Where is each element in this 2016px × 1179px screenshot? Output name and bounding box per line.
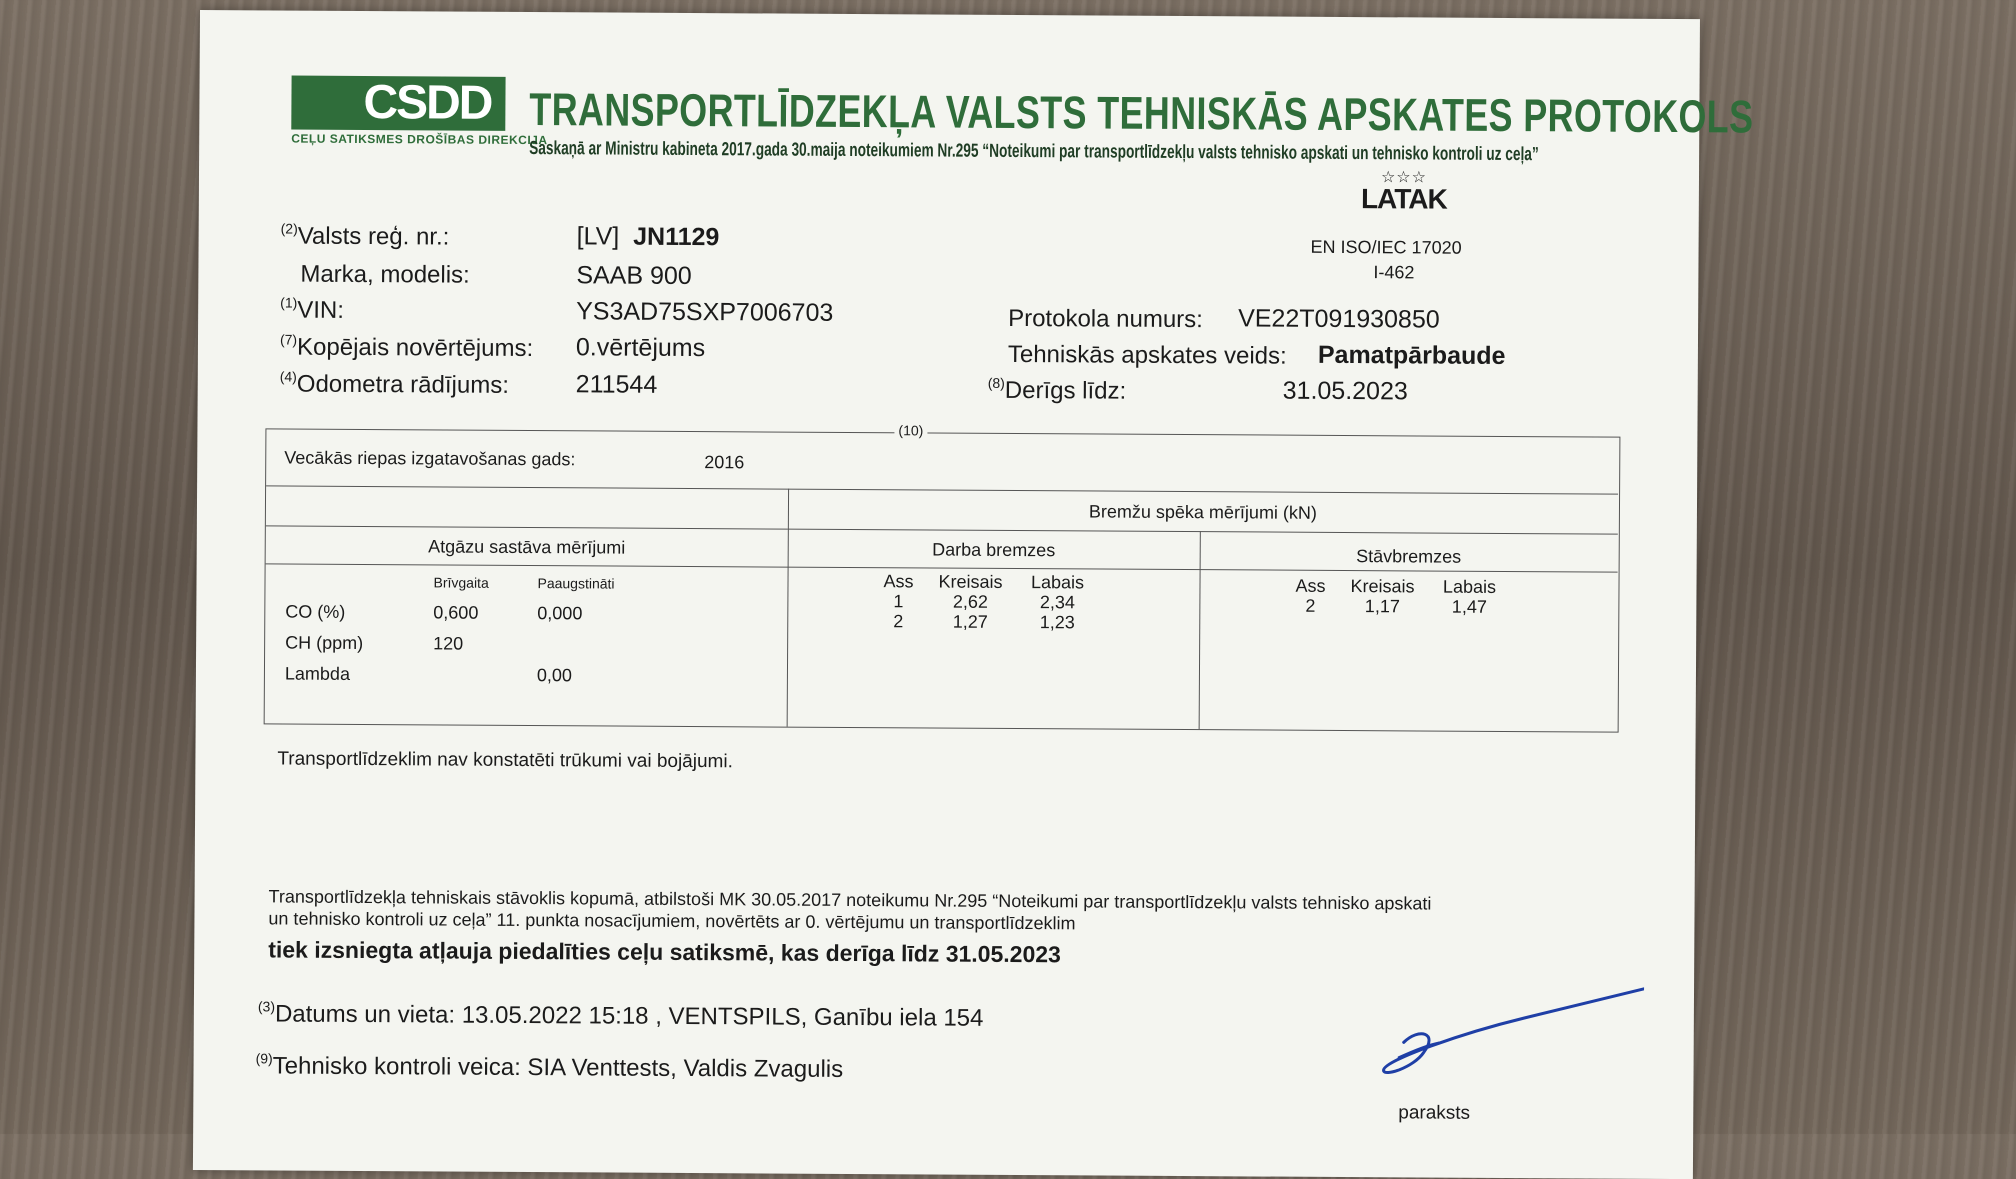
accreditation-logo (1344, 167, 1464, 216)
parking-brake-title: Stāvbremzes (1356, 546, 1462, 567)
date-place: $^{(3)}$Datums un vieta: 13.05.2022 15:18 , VENTSPILS, Ganību iela 154 (257, 998, 984, 1032)
document-subtitle: Saskaņā ar Ministru kabineta 2017.gada 30.maija noteikumiem Nr.295 “Noteikumi par transportlīdzekļu valsts tehnisko apskati un tehnisko kontroli uz ceļa” (529, 138, 1539, 166)
brake-title: Bremžu spēka mērījumi (kN) (1088, 501, 1318, 523)
conclusion-line-2: un tehnisko kontroli uz ceļa” 11. punkta nosacījumiem, novērtēts ar 0. vērtējumu un transportlīdzeklim (268, 908, 1076, 934)
parking-col-right: Labais (1442, 576, 1497, 597)
exhaust-row-name: Lambda (284, 663, 351, 684)
inspector: $^{(9)}$Tehnisko kontroli veica: SIA Venttests, Valdis Zvagulis (255, 1050, 844, 1083)
divider (266, 485, 1618, 494)
exhaust-row-high: 0,000 (537, 603, 583, 624)
service-col-right: Labais (1030, 572, 1085, 593)
service-row-right: 1,23 (1039, 612, 1075, 633)
signature-label: paraksts (1398, 1102, 1471, 1124)
accreditation-number: I-462 (1373, 262, 1415, 283)
divider (787, 489, 789, 727)
conclusion-line-1: Transportlīdzekļa tehniskais stāvoklis kopumā, atbilstoši MK 30.05.2017 noteikumu Nr.295 “Noteikumi par transportlīdzekļu valsts tehnisko apskati (268, 886, 1432, 914)
service-row-right: 2,34 (1039, 592, 1075, 613)
exhaust-row-high: 0,00 (536, 665, 573, 686)
exhaust-row-idle: 120 (433, 633, 464, 654)
service-col-left: Kreisais (938, 571, 1003, 592)
rating-value: 0.vērtējums (575, 333, 706, 363)
protocol-number-label: Protokola numurs: (1008, 304, 1203, 334)
parking-row-right: 1,47 (1451, 596, 1487, 617)
divider (266, 525, 788, 529)
service-row-axle: 1 (893, 591, 904, 612)
vin-value: YS3AD75SXP7006703 (576, 297, 834, 327)
measurements-table (264, 422, 1621, 732)
tyre-year-label: Vecākās riepas izgatavošanas gads: (284, 447, 576, 470)
csdd-logo: CSDD (291, 76, 505, 131)
service-brake-title: Darba bremzes (932, 539, 1056, 561)
exhaust-row-name: CO (%) (285, 601, 346, 622)
inspection-protocol-sheet (193, 10, 1754, 1179)
inspection-type-value: Pamatpārbaude (1317, 340, 1506, 370)
service-col-axle: Ass (883, 571, 914, 592)
exhaust-row-idle: 0,600 (433, 602, 479, 623)
make-label: Marka, modelis: (300, 260, 470, 289)
parking-col-axle: Ass (1295, 575, 1326, 596)
exhaust-title: Atgāzu sastāva mērījumi (428, 536, 626, 558)
stars-icon: ☆☆☆ (1380, 169, 1428, 187)
make-value: SAAB 900 (576, 261, 692, 291)
logo-subtitle: CEĻU SATIKSMES DROŠĪBAS DIREKCIJA (291, 131, 548, 148)
rating-label: $^{(7)}$Kopējais novērtējums: (279, 331, 534, 363)
odometer-label: $^{(4)}$Odometra rādījums: (279, 368, 509, 399)
reg-no-value: [LV] JN1129 (576, 222, 720, 252)
parking-col-left: Kreisais (1350, 576, 1415, 597)
odometer-value: 211544 (575, 370, 658, 399)
latak-mark: LATAK (1360, 183, 1447, 215)
findings-text: Transportlīdzeklim nav konstatēti trūkumi vai bojājumi. (277, 748, 733, 773)
valid-until-value: 31.05.2023 (1282, 376, 1408, 406)
exhaust-row-name: CH (ppm) (285, 632, 364, 654)
inspection-type-label: Tehniskās apskates veids: (1007, 340, 1287, 370)
accreditation-standard: EN ISO/IEC 17020 (1310, 236, 1462, 258)
reg-no-label: $^{(2)}$Valsts reģ. nr.: (280, 220, 450, 251)
vin-label: $^{(1)}$VIN: (280, 294, 345, 324)
tyre-year-value: 2016 (704, 452, 745, 473)
exhaust-col-high: Paaugstināti (537, 575, 615, 592)
document-title: TRANSPORTLĪDZEKĻA VALSTS TEHNISKĀS APSKATES PROTOKOLS (529, 83, 1754, 143)
service-row-left: 1,27 (952, 611, 988, 632)
permit-text: tiek izsniegta atļauja piedalīties ceļu satiksmē, kas derīga līdz 31.05.2023 (268, 936, 1061, 968)
valid-until-label: $^{(8)}$Derīgs līdz: (987, 374, 1127, 405)
parking-row-axle: 2 (1305, 595, 1316, 616)
protocol-number-value: VE22T091930850 (1238, 304, 1440, 334)
handwritten-signature (1343, 972, 1644, 1114)
divider (788, 529, 1618, 535)
section-marker: (10) (894, 422, 927, 438)
exhaust-col-idle: Brīvgaita (433, 574, 489, 591)
service-row-left: 2,62 (952, 591, 988, 612)
service-row-axle: 2 (893, 611, 904, 632)
parking-row-left: 1,17 (1364, 596, 1400, 617)
